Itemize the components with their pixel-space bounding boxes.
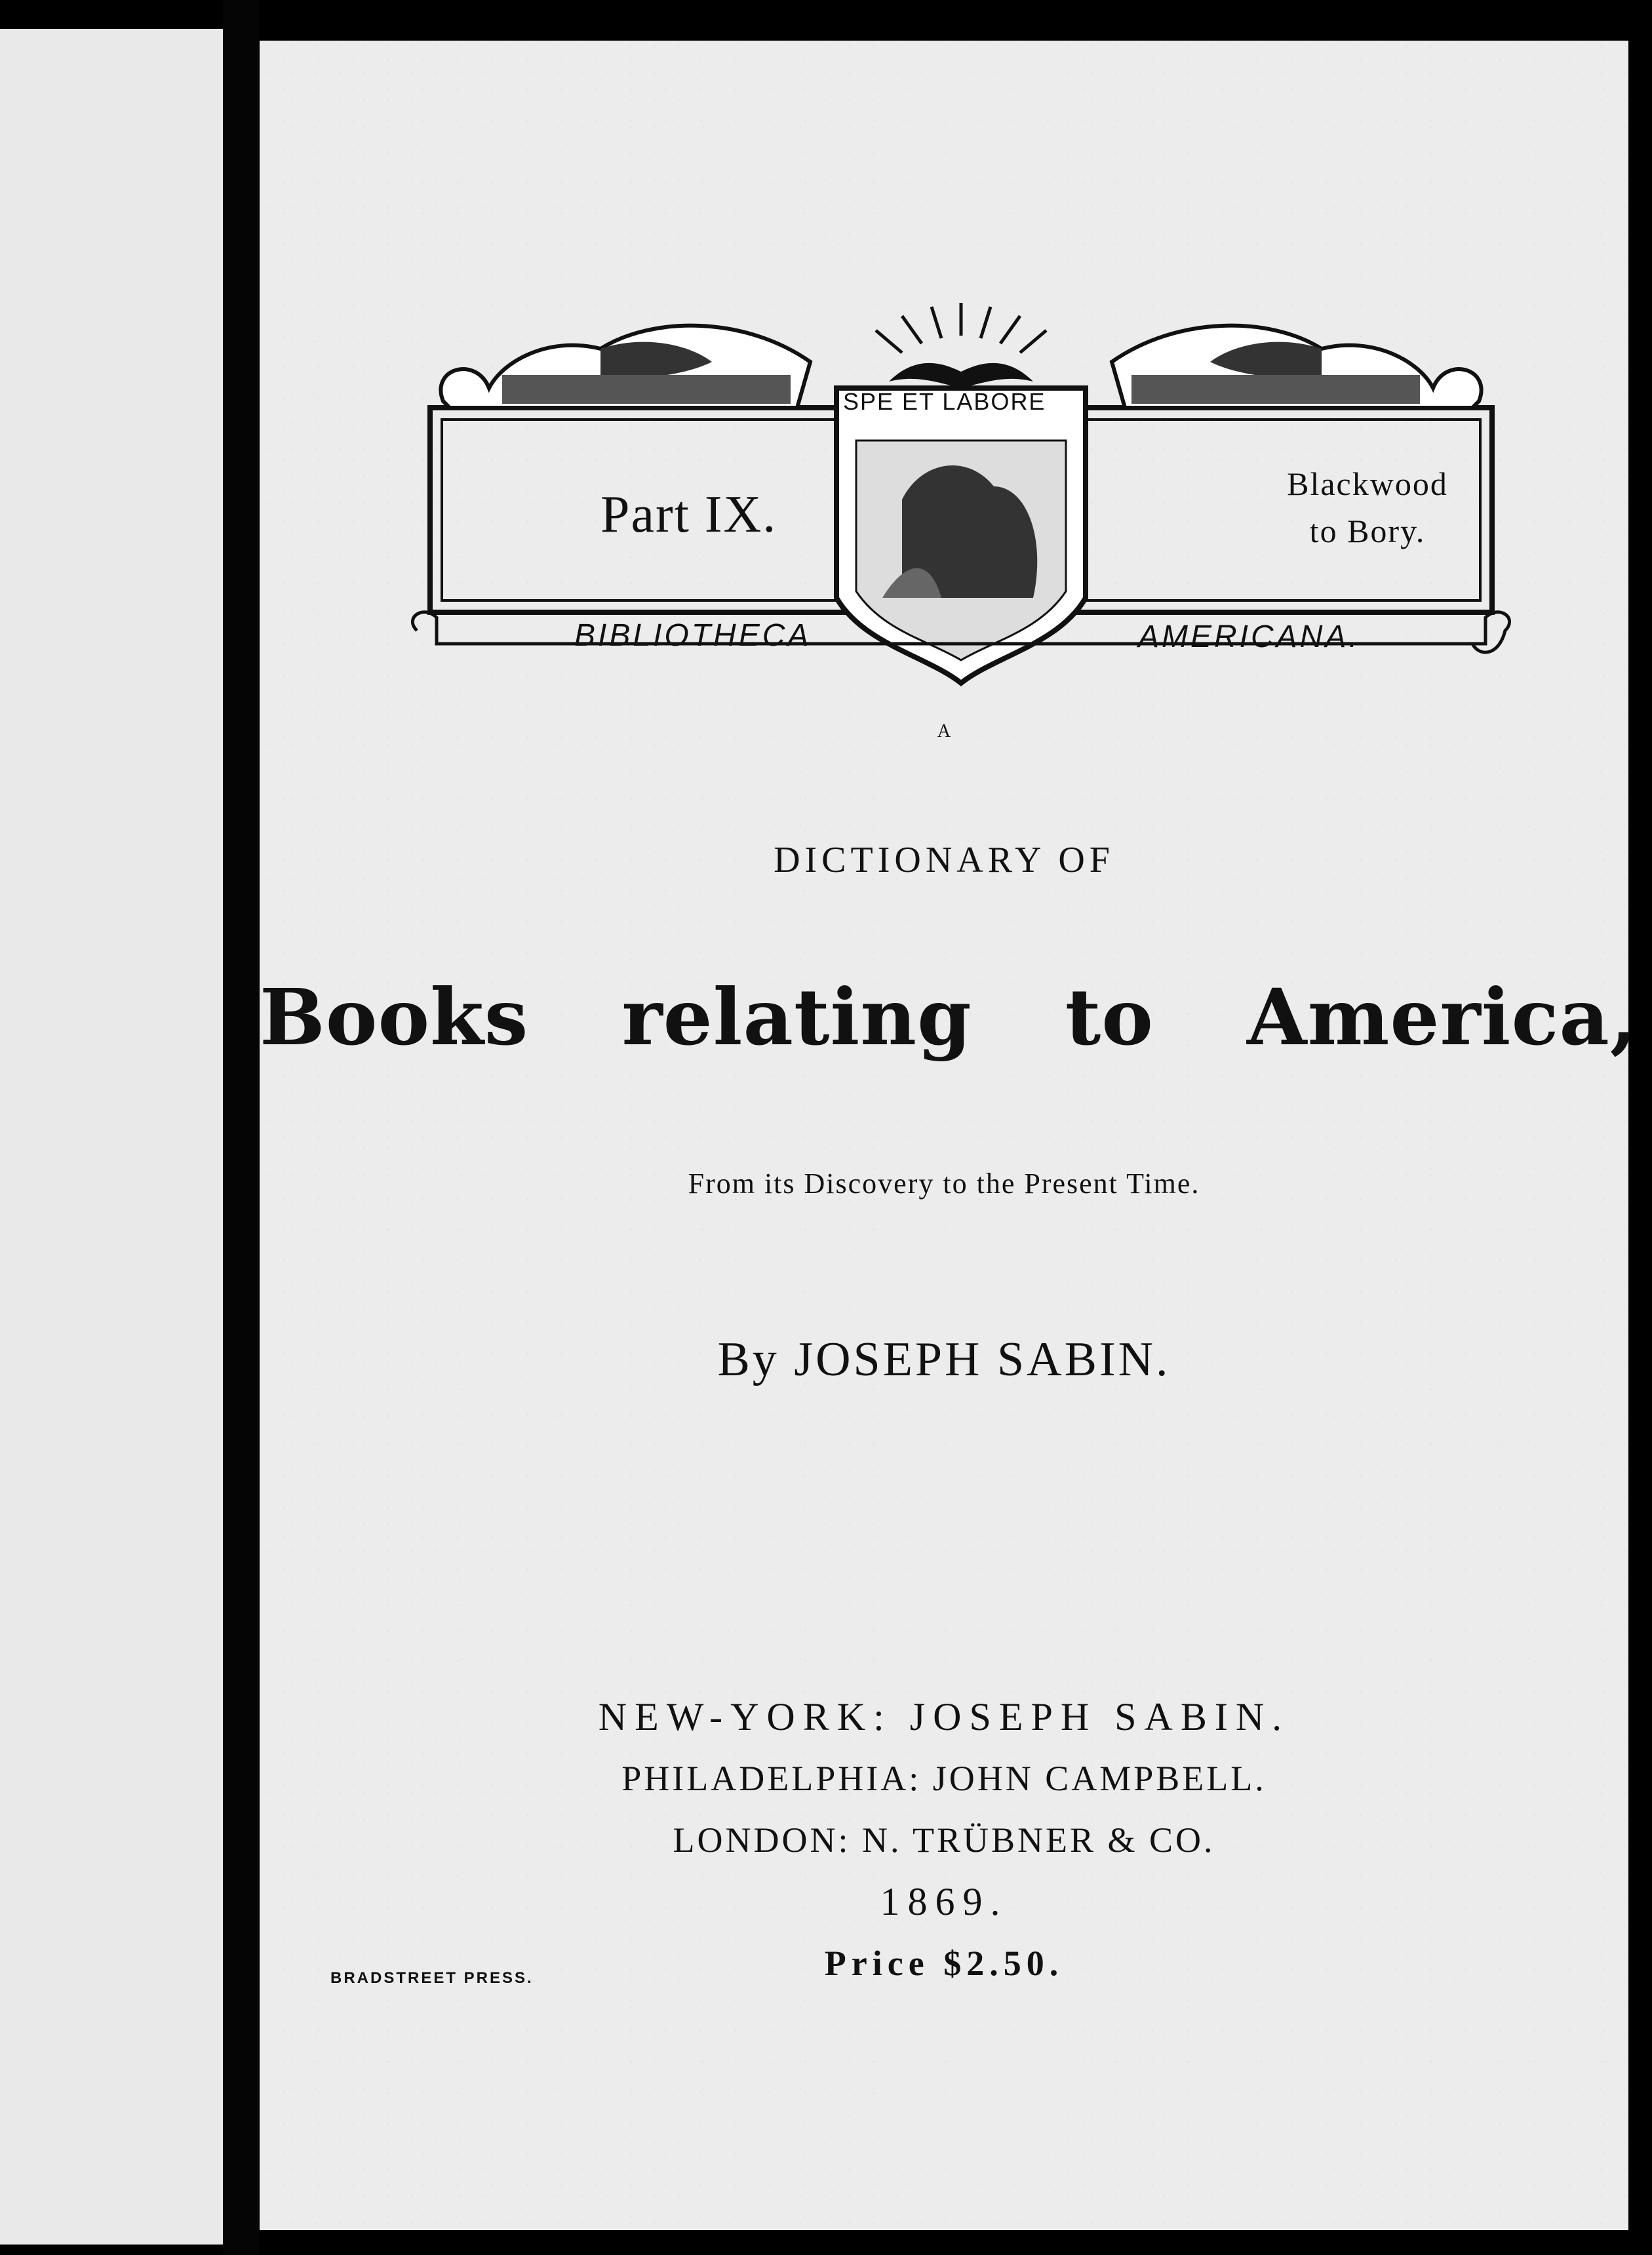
main-title-word: relating (621, 971, 972, 1063)
imprint-new-york: NEW-YORK: JOSEPH SABIN. (598, 1695, 1290, 1738)
part-number: Part IX. (600, 486, 777, 543)
imprint-block (260, 1686, 1628, 1994)
title-line-1: DICTIONARY OF (774, 840, 1114, 880)
banner-right-text: AMERICANA. (1138, 619, 1360, 654)
title-page (260, 41, 1638, 2230)
author-line: By JOSEPH SABIN. (717, 1333, 1171, 1386)
shield-motto: SPE ET LABORE (843, 388, 1046, 415)
imprint-price: Price $2.50. (824, 1944, 1064, 1983)
banner-left-text: BIBLIOTHECA (574, 618, 812, 653)
scan-border (1628, 0, 1652, 2255)
range-line-1: Blackwood (1287, 465, 1448, 502)
subtitle: From its Discovery to the Present Time. (688, 1167, 1200, 1200)
imprint-philadelphia: PHILADELPHIA: JOHN CAMPBELL. (621, 1759, 1267, 1798)
alphabetical-range (1243, 460, 1492, 555)
imprint-london: LONDON: N. TRÜBNER & CO. (673, 1820, 1215, 1860)
main-title-word: Books (260, 971, 529, 1063)
imprint-year: 1869. (880, 1880, 1008, 1923)
header-emblem (404, 290, 1518, 709)
printer-credit: BRADSTREET PRESS. (330, 1969, 534, 1987)
main-title (260, 971, 1638, 1063)
facing-page-edge (0, 29, 223, 2245)
main-title-word: to (1065, 971, 1154, 1063)
range-line-2: to Bory. (1309, 513, 1426, 549)
book-gutter (223, 0, 260, 2255)
title-article: A (937, 721, 951, 741)
main-title-word: America, (1247, 971, 1638, 1063)
